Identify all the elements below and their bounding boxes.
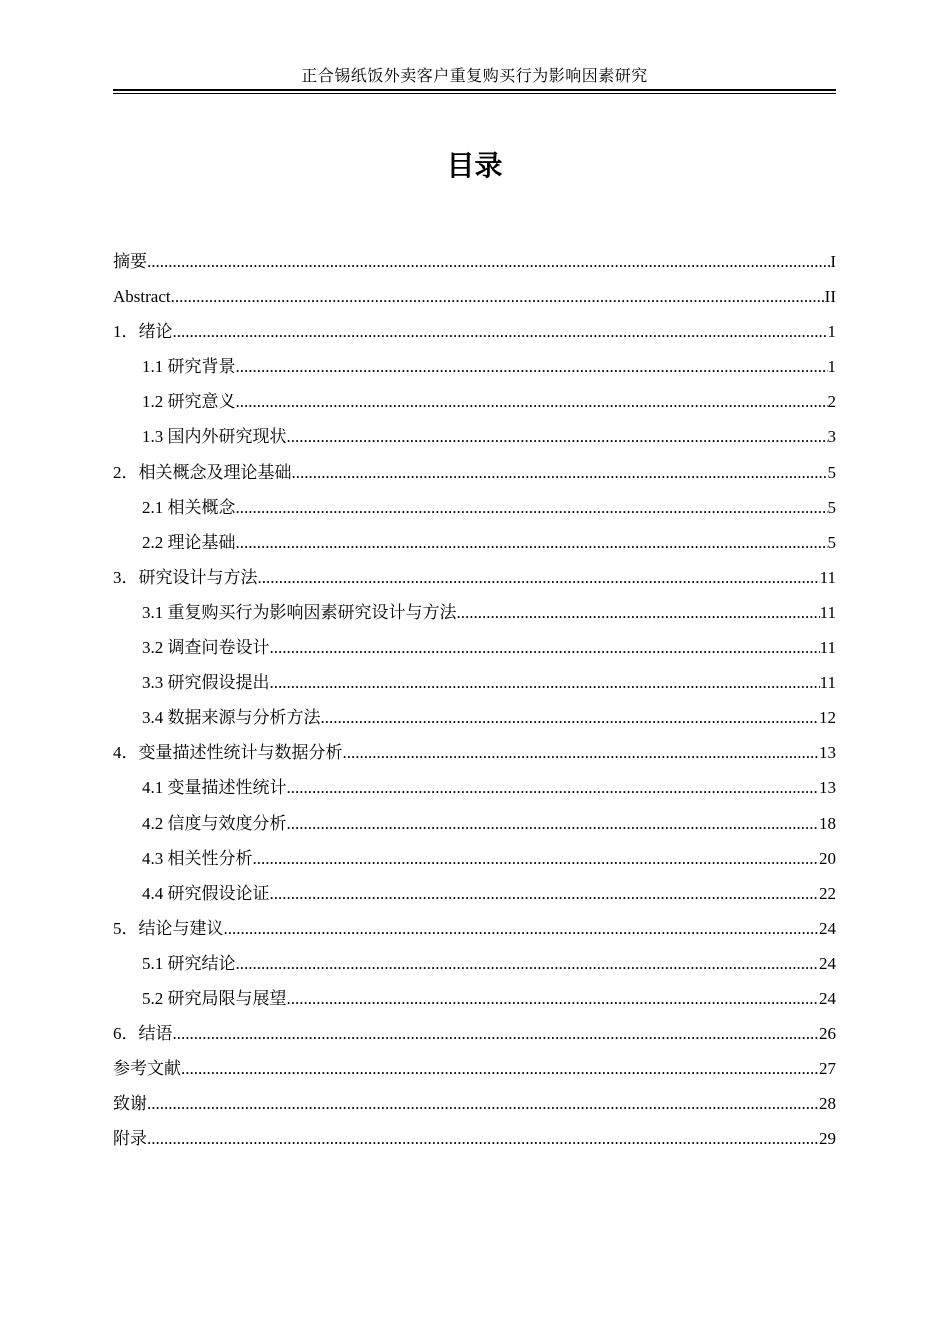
toc-entry[interactable] <box>113 876 836 911</box>
toc-entry-page-number: 11 <box>819 673 836 693</box>
toc-entry-label: 附录 <box>113 1129 147 1149</box>
toc-entry[interactable] <box>113 1121 836 1156</box>
toc-entry-page-number: 26 <box>819 1024 836 1044</box>
toc-entry[interactable] <box>113 735 836 770</box>
toc-dot-leader <box>171 279 825 314</box>
toc-entry-page-number: 11 <box>819 638 836 658</box>
toc-entry-page-number: 3 <box>827 427 836 447</box>
toc-entry-label: 1.1 研究背景 <box>142 357 236 377</box>
toc-entry-label: 1.2 研究意义 <box>142 392 236 412</box>
toc-dot-leader <box>147 1086 819 1121</box>
toc-dot-leader <box>287 770 820 805</box>
toc-entry-label: 6．结语 <box>113 1024 173 1044</box>
toc-dot-leader <box>181 1051 819 1086</box>
toc-entry-label: 3.4 数据来源与分析方法 <box>142 708 321 728</box>
toc-entry-page-number: 5 <box>827 532 836 552</box>
toc-entry-page-number: 11 <box>819 602 836 622</box>
toc-entry[interactable] <box>113 279 836 314</box>
toc-entry-page-number: 24 <box>819 953 836 973</box>
toc-entry-page-number: 2 <box>827 392 836 412</box>
toc-entry-label: 4.2 信度与效度分析 <box>142 813 287 833</box>
toc-entry-label: Abstract <box>113 287 171 307</box>
toc-entry-label: 4.3 相关性分析 <box>142 848 253 868</box>
toc-entry-page-number: 5 <box>827 462 836 482</box>
toc-entry-page-number: 24 <box>819 918 836 938</box>
toc-dot-leader <box>270 876 820 911</box>
toc-entry[interactable] <box>113 1051 836 1086</box>
toc-entry-page-number: 29 <box>819 1129 836 1149</box>
toc-entry-label: 1．绪论 <box>113 322 173 342</box>
toc-entry[interactable] <box>113 665 836 700</box>
toc-dot-leader <box>236 349 828 384</box>
toc-entry[interactable] <box>113 981 836 1016</box>
toc-dot-leader <box>224 911 820 946</box>
toc-entry-page-number: 27 <box>819 1059 836 1079</box>
toc-entry-page-number: II <box>824 287 836 307</box>
header-rule-thick <box>113 89 836 91</box>
running-header: 正合锡纸饭外卖客户重复购买行为影响因素研究 <box>301 68 648 85</box>
toc-entry-label: 参考文献 <box>113 1059 181 1079</box>
toc-entry[interactable] <box>113 419 836 454</box>
toc-entry[interactable] <box>113 700 836 735</box>
toc-entry[interactable] <box>113 384 836 419</box>
toc-entry[interactable] <box>113 490 836 525</box>
toc-entry[interactable] <box>113 806 836 841</box>
toc-dot-leader <box>236 525 828 560</box>
header-rule-thin <box>113 93 836 94</box>
toc-dot-leader <box>147 1121 819 1156</box>
toc-entry-label: 5.1 研究结论 <box>142 953 236 973</box>
toc-entry-label: 5.2 研究局限与展望 <box>142 988 287 1008</box>
toc-entry-page-number: I <box>830 252 836 271</box>
toc-dot-leader <box>236 384 828 419</box>
toc-dot-leader <box>321 700 820 735</box>
toc-entry[interactable] <box>113 560 836 595</box>
toc-entry[interactable] <box>113 1016 836 1051</box>
toc-entry-label: 2．相关概念及理论基础 <box>113 462 292 482</box>
toc-entry-page-number: 11 <box>819 567 836 587</box>
toc-entry-page-number: 1 <box>827 357 836 377</box>
toc-dot-leader <box>457 595 820 630</box>
toc-title: 目录 <box>446 149 503 182</box>
toc-entry[interactable] <box>113 946 836 981</box>
toc-entry-page-number: 13 <box>819 778 836 798</box>
toc-entry-page-number: 1 <box>827 322 836 342</box>
table-of-contents <box>113 244 836 1156</box>
toc-entry-label: 致谢 <box>113 1094 147 1114</box>
toc-entry[interactable] <box>113 525 836 560</box>
toc-entry-label: 1.3 国内外研究现状 <box>142 427 287 447</box>
toc-dot-leader <box>173 314 828 349</box>
toc-entry[interactable] <box>113 455 836 490</box>
toc-entry-label: 4．变量描述性统计与数据分析 <box>113 743 343 763</box>
toc-dot-leader <box>173 1016 820 1051</box>
toc-entry-label: 3.3 研究假设提出 <box>142 673 270 693</box>
toc-dot-leader <box>253 841 820 876</box>
toc-entry-page-number: 13 <box>819 743 836 763</box>
toc-entry[interactable] <box>113 314 836 349</box>
toc-dot-leader <box>287 419 828 454</box>
toc-dot-leader <box>236 946 820 981</box>
toc-entry-page-number: 20 <box>819 848 836 868</box>
toc-entry[interactable] <box>113 1086 836 1121</box>
toc-entry-page-number: 5 <box>827 497 836 517</box>
toc-entry-label: 3．研究设计与方法 <box>113 567 258 587</box>
toc-entry[interactable] <box>113 595 836 630</box>
toc-entry-page-number: 18 <box>819 813 836 833</box>
toc-dot-leader <box>236 490 828 525</box>
toc-dot-leader <box>258 560 820 595</box>
toc-entry-label: 2.2 理论基础 <box>142 532 236 552</box>
toc-entry-label: 3.1 重复购买行为影响因素研究设计与方法 <box>142 602 457 622</box>
toc-dot-leader <box>343 735 820 770</box>
toc-entry-page-number: 12 <box>819 708 836 728</box>
toc-entry[interactable] <box>113 770 836 805</box>
toc-entry-page-number: 22 <box>819 883 836 903</box>
toc-entry[interactable] <box>113 841 836 876</box>
toc-entry[interactable] <box>113 349 836 384</box>
toc-entry[interactable] <box>113 630 836 665</box>
toc-dot-leader <box>270 665 820 700</box>
toc-entry-page-number: 24 <box>819 988 836 1008</box>
toc-entry-label: 3.2 调查问卷设计 <box>142 638 270 658</box>
toc-entry[interactable] <box>113 911 836 946</box>
toc-dot-leader <box>287 806 820 841</box>
toc-entry-label: 4.1 变量描述性统计 <box>142 778 287 798</box>
toc-dot-leader <box>287 981 820 1016</box>
toc-dot-leader <box>147 244 830 279</box>
toc-entry-label: 4.4 研究假设论证 <box>142 883 270 903</box>
toc-entry-label: 5．结论与建议 <box>113 918 224 938</box>
toc-entry-label: 摘要 <box>113 252 147 271</box>
toc-entry-page-number: 28 <box>819 1094 836 1114</box>
toc-dot-leader <box>270 630 820 665</box>
toc-entry-label: 2.1 相关概念 <box>142 497 236 517</box>
toc-dot-leader <box>292 455 828 490</box>
toc-entry[interactable] <box>113 244 836 279</box>
